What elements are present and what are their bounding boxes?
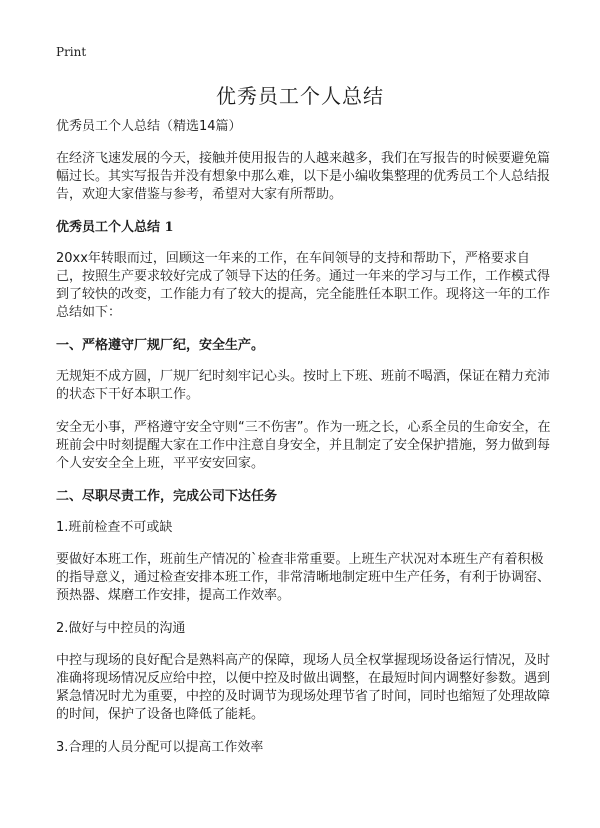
item2-heading: 2.做好与中控员的沟通 xyxy=(56,621,186,636)
section-heading: 优秀员工个人总结 1 xyxy=(56,220,174,235)
print-label: Print xyxy=(56,45,87,59)
item1-paragraph: 要做好本班工作，班前生产情况的`检查非常重要。上班生产状况对本班生产有着积极的指导意义，通过检查安排本班工作，非常清晰地制定班中生产任务，有利于协调窑、预热器、煤磨工作安排，提高工作效率。 xyxy=(56,552,551,603)
document-body xyxy=(56,118,552,771)
item2-paragraph: 中控与现场的良好配合是熟料高产的保障，现场人员全权掌握现场设备运行情况，及时准确将现场情况反应给中控，以便中控及时做出调整，在最短时间内调整好参数。遇到紧急情况时尤为重要，中控的及时调节为现场处理节省了时间，同时也缩短了处理故障的时间，保护了设备也降低了能耗。 xyxy=(56,653,551,722)
part1-paragraph-1: 无规矩不成方圆，厂规厂纪时刻牢记心头。按时上下班、班前不喝酒，保证在精力充沛的状态下干好本职工作。 xyxy=(56,369,551,402)
document-title: 优秀员工个人总结 xyxy=(216,84,384,108)
item1-heading: 1.班前检查不可或缺 xyxy=(56,520,173,535)
section-paragraph: 20xx年转眼而过，回顾这一年来的工作，在车间领导的支持和帮助下，严格要求自己，按照生产要求较好完成了领导下达的任务。通过一年来的学习与工作，工作模式得到了较快的改变，工作能力有了较大的提高，完全能胜任本职工作。现将这一年的工作总结如下： xyxy=(56,251,551,320)
part1-heading: 一、严格遵守厂规厂纪，安全生产。 xyxy=(56,338,265,353)
intro-paragraph: 在经济飞速发展的今天，接触并使用报告的人越来越多，我们在写报告的时候要避免篇幅过长。其实写报告并没有想象中那么难，以下是小编收集整理的优秀员工个人总结报告，欢迎大家借鉴与参考，希望对大家有所帮助。 xyxy=(56,151,551,202)
part1-paragraph-2: 安全无小事，严格遵守安全守则“三不伤害”。作为一班之长，心系全员的生命安全，在班前会中时刻提醒大家在工作中注意自身安全，并且制定了安全保护措施，努力做到每个人安安全全上班，平平安安回家。 xyxy=(56,420,551,471)
part2-heading: 二、尽职尽责工作，完成公司下达任务 xyxy=(56,489,278,504)
item3-heading: 3.合理的人员分配可以提高工作效率 xyxy=(56,740,264,755)
document-subtitle: 优秀员工个人总结（精选14篇） xyxy=(56,119,242,134)
